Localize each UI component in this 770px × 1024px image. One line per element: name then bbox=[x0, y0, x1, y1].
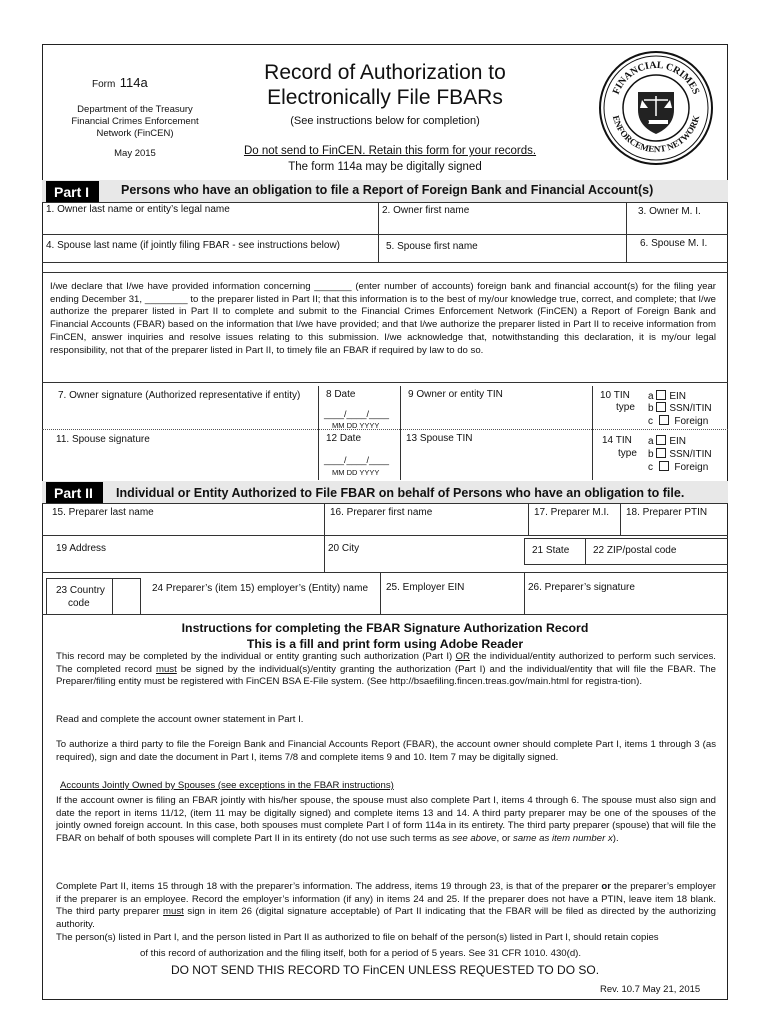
owner-tin-label: 9 Owner or entity TIN bbox=[408, 389, 503, 400]
preparer-signature-label: 26. Preparer’s signature bbox=[528, 582, 635, 593]
agency-name: Financial Crimes Enforcement bbox=[71, 116, 199, 127]
part2-title: Individual or Entity Authorized to File FBAR on behalf of Persons who have an obligation to file. bbox=[116, 486, 685, 500]
state-label: 21 State bbox=[532, 545, 570, 556]
spouse-last-name-field[interactable] bbox=[46, 252, 376, 262]
address-field[interactable] bbox=[46, 556, 322, 572]
owner-first-name-field[interactable] bbox=[380, 218, 625, 234]
employer-name-field[interactable] bbox=[146, 596, 376, 614]
spouse-signature-label: 11. Spouse signature bbox=[56, 434, 150, 445]
owner-last-name-field[interactable] bbox=[46, 216, 376, 234]
tin14-opt-c[interactable]: c Foreign bbox=[648, 462, 709, 473]
instructions-heading-2: This is a fill and print form using Adobe Reader bbox=[246, 637, 524, 651]
date-12-field[interactable]: ____/____/____ bbox=[324, 455, 390, 465]
zip-label: 22 ZIP/postal code bbox=[593, 545, 677, 556]
preparer-ptin-field[interactable] bbox=[622, 519, 726, 535]
title-line-2: Electronically File FBARs bbox=[267, 86, 503, 109]
address-label: 19 Address bbox=[56, 543, 107, 554]
date-8-field[interactable]: ____/____/____ bbox=[324, 409, 390, 419]
tin10-opt-c[interactable]: c Foreign bbox=[648, 416, 709, 427]
instr-paragraph-3: To authorize a third party to file the Foreign Bank and Financial Accounts Report (FBAR), the account owner should complete Part I, items 1 through 3 (as required), sign and date the document in Part I, items 7/8 and complete items 9 and 10. Item 7 may be digitally signed. bbox=[56, 739, 716, 763]
part1-label: Part I bbox=[46, 181, 99, 203]
date-8-format: MM DD YYYY bbox=[332, 421, 380, 430]
network-name: Network (FinCEN) bbox=[96, 128, 174, 139]
preparer-ptin-label: 18. Preparer PTIN bbox=[626, 507, 708, 518]
part1-title: Persons who have an obligation to file a Report of Foreign Bank and Financial Account(s) bbox=[121, 183, 654, 197]
tin10-opt-b[interactable]: b SSN/ITIN bbox=[648, 403, 712, 414]
preparer-last-name-field[interactable] bbox=[46, 519, 322, 535]
instructions-heading bbox=[60, 620, 710, 652]
tin-type-10-type: type bbox=[616, 402, 635, 413]
checkbox-icon bbox=[656, 390, 666, 400]
owner-first-name-label: 2. Owner first name bbox=[382, 205, 470, 216]
checkbox-icon bbox=[656, 448, 666, 458]
spouse-first-name-label: 5. Spouse first name bbox=[386, 241, 478, 252]
checkbox-icon bbox=[659, 461, 669, 471]
final-notice: DO NOT SEND THIS RECORD TO FinCEN UNLESS REQUESTED TO DO SO. bbox=[170, 963, 600, 977]
employer-ein-label: 25. Employer EIN bbox=[386, 582, 465, 593]
form-date: May 2015 bbox=[114, 148, 156, 159]
preparer-first-name-label: 16. Preparer first name bbox=[330, 507, 433, 518]
country-label: 23 Country bbox=[56, 585, 105, 596]
spouse-first-name-field[interactable] bbox=[380, 253, 625, 262]
checkbox-icon bbox=[659, 415, 669, 425]
owner-signature-label: 7. Owner signature (Authorized representative if entity) bbox=[58, 390, 301, 401]
owner-mi-field[interactable] bbox=[628, 218, 726, 234]
spouse-last-name-label: 4. Spouse last name (if jointly filing FBAR - see instructions below) bbox=[46, 240, 341, 251]
employer-name-label: 24 Preparer’s (item 15) employer’s (Entity) name bbox=[152, 583, 369, 594]
spouse-signature-field[interactable] bbox=[50, 446, 316, 474]
do-not-send-notice: Do not send to FinCEN. Retain this form for your records. bbox=[243, 145, 537, 157]
joint-accounts-heading: Accounts Jointly Owned by Spouses (see exceptions in the FBAR instructions) bbox=[60, 780, 394, 791]
checkbox-icon bbox=[656, 402, 666, 412]
part2-label: Part II bbox=[46, 482, 103, 504]
employer-ein-field[interactable] bbox=[384, 594, 520, 614]
form-number-value: 114a bbox=[119, 75, 148, 90]
form-prefix: Form bbox=[92, 79, 116, 90]
agency-block bbox=[50, 104, 220, 160]
tin10-opt-a[interactable]: a EIN bbox=[648, 391, 687, 402]
owner-last-name-label: 1. Owner last name or entity’s legal name bbox=[46, 204, 230, 215]
tin14-opt-b[interactable]: b SSN/ITIN bbox=[648, 449, 712, 460]
tin14-opt-a[interactable]: a EIN bbox=[648, 436, 687, 447]
owner-tin-field[interactable] bbox=[404, 402, 588, 426]
title-line-1: Record of Authorization to bbox=[264, 61, 506, 84]
instr-paragraph-4: If the account owner is filing an FBAR jointly with his/her spouse, the spouse must also complete Part I, items 4 through 6. The spouse must also sign and date the report in items 11/12, (item 11 may be digitally signed) and complete items 13 and 14. A third party preparer may be one of the spouses of the jointly owned foreign account. In this case, both spouses must complete Part I of form 114a in its entirety. The third party preparer (spouse) that will file the FBAR on behalf of both spouses will complete Part II in its entirety (do not use such terms as see above, or same as item number x). bbox=[56, 795, 716, 845]
seal-text-top: FINANCIAL CRIMES bbox=[610, 59, 702, 97]
subtitle: (See instructions below for completion) bbox=[290, 115, 480, 127]
preparer-last-name-label: 15. Preparer last name bbox=[52, 507, 154, 518]
seal-text-bottom: ENFORCEMENT NETWORK bbox=[610, 114, 702, 155]
city-field[interactable] bbox=[326, 556, 520, 572]
instr-paragraph-1: This record may be completed by the individual or entity granting such authorization (Part I) OR the individual/entity authorized to perform such services. The completed record must be signed by the individual(s)/entity granting the authorization (Part I) and the individual/entity that will file the FBAR. The Preparer/filing entity must be registered with FinCEN BSA E-File system. (See http://bsaefiling.fincen.treas.gov/main.html for registra-tion). bbox=[56, 651, 716, 688]
tin-type-10-label: 10 TIN bbox=[600, 390, 630, 401]
spouse-tin-label: 13 Spouse TIN bbox=[406, 433, 473, 444]
revision-date: Rev. 10.7 May 21, 2015 bbox=[600, 984, 701, 995]
instr-paragraph-5: Complete Part II, items 15 through 18 with the preparer’s information. The address, items 19 through 23, is that of the preparer or the preparer’s employer if the preparer is an employee. Record the employer’s information (if any) in items 24 and 25. If the preparer does not have a PTIN, leave item 18 blank. The third party preparer must sign in item 26 (digital signature acceptable) of Part II indicating that the FBAR will be filed as directed by the authorizing authority. bbox=[56, 881, 716, 931]
instr-paragraph-6: The person(s) listed in Part I, and the person listed in Part II as authorized to file on behalf of the person(s) listed in Part I, should retain copies bbox=[56, 932, 659, 943]
instructions-heading-1: Instructions for completing the FBAR Signature Authorization Record bbox=[181, 621, 589, 635]
date-12-format: MM DD YYYY bbox=[332, 468, 380, 477]
preparer-first-name-field[interactable] bbox=[326, 519, 526, 535]
spouse-tin-field[interactable] bbox=[404, 446, 588, 474]
owner-signature-field[interactable] bbox=[50, 402, 316, 426]
tin-type-14-label: 14 TIN bbox=[602, 435, 632, 446]
country-field[interactable] bbox=[46, 610, 110, 616]
tin-type-14-type: type bbox=[618, 448, 637, 459]
fincen-seal bbox=[598, 50, 714, 166]
owner-mi-label: 3. Owner M. I. bbox=[638, 206, 701, 217]
instr-paragraph-2: Read and complete the account owner statement in Part I. bbox=[56, 714, 304, 725]
dept-name: Department of the Treasury bbox=[77, 104, 193, 115]
date-12-label: 12 Date bbox=[326, 433, 362, 444]
spouse-mi-field[interactable] bbox=[628, 251, 726, 262]
preparer-signature-field[interactable] bbox=[528, 594, 726, 614]
instr-paragraph-7: of this record of authorization and the filing itself, both for a period of 5 years. See 31 CFR 1010. 430(d). bbox=[140, 948, 582, 959]
country-code-label: code bbox=[68, 598, 90, 609]
spouse-mi-label: 6. Spouse M. I. bbox=[640, 238, 708, 249]
title-block bbox=[230, 60, 540, 127]
date-8-label: 8 Date bbox=[326, 389, 356, 400]
owner-declaration: I/we declare that I/we have provided information concerning _______ (enter number of accounts) foreign bank and financial account(s) for the filing year ending December 31, ________ to the preparer listed in Part II; that this information is to the best of my/our knowledge true, correct, and complete; that I/we authorize the preparer listed in Part II to complete and submit to the Financial Crimes Enforcement Network (FinCEN) a Report of Foreign Bank and Financial Accounts (FBAR) based on the information that I/we have provided; and that I/we authorize the preparer listed in Part II to receive information from FinCEN, answer inquiries and resolve issues relating to this submission. I/we acknowledge that, notwithstanding this declaration, it is my/our legal responsibility, not that of the preparer listed in Part II, to timely file an FBAR if required by law to do so. bbox=[50, 281, 716, 356]
preparer-mi-label: 17. Preparer M.I. bbox=[534, 507, 610, 518]
city-label: 20 City bbox=[328, 543, 360, 554]
digital-sign-note: The form 114a may be digitally signed bbox=[288, 161, 482, 173]
form-number bbox=[92, 74, 148, 92]
preparer-mi-field[interactable] bbox=[530, 519, 618, 535]
checkbox-icon bbox=[656, 435, 666, 445]
